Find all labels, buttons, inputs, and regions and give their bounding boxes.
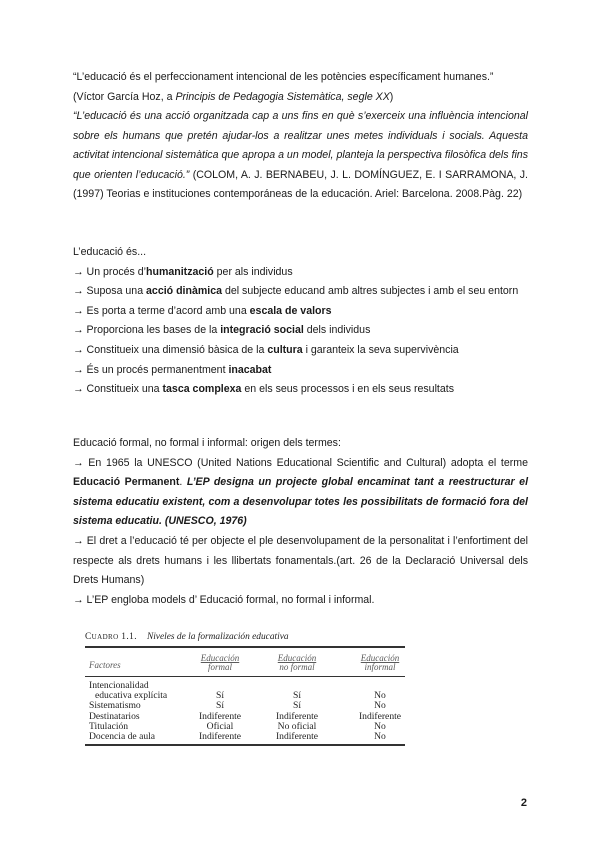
table-caption [85,632,405,646]
table-body [85,677,405,746]
formalization-table [85,632,405,746]
education-is-list [73,243,528,400]
list-item-keyword: integració social [220,324,304,337]
table-cell: Sí [215,690,224,702]
table-row [85,712,405,722]
row-label: Sistematismo [89,700,141,712]
table-row [85,732,405,742]
unesco-paragraph [73,454,528,532]
list-item [73,282,528,302]
list-item-text: → Constitueix una [73,383,163,396]
table-cell: No [374,730,386,742]
section-heading: Educació formal, no formal i informal: origen dels termes: [73,437,341,449]
quote-italic-text: “L’educació és una acció organitzada cap a uns fins en què s’exerceix una influència intencional sobre els humans que pretén ajudar-los a realitzar unes metes individuals i socials. Aquesta activitat intencional sistemàtica que apropa a un model, planteja la perspectiva filosòfica dels fins que orienten l’educació.” [73,110,528,181]
header-no-formal-line1: Educación [277,653,317,663]
right-to-education-paragraph: → El dret a l’educació té per objecte el ple desenvolupament de la personalitat i l’enfortiment del respecte als drets humans i les llibertats fonamentals.(art. 26 de la Declaració Universal dels Drets Humans) [73,534,528,587]
formal-education-section [73,434,528,610]
list-item-text: → Suposa una [73,285,147,298]
table-cell: No oficial [277,720,317,732]
row-label: Intencionalidad [89,680,149,691]
table-caption-title: Niveles de la formalización educativa [146,632,289,642]
header-no-formal [257,654,337,672]
unesco-definition: L’EP designa un projecte global encaminat tant a reestructurar el sistema educatiu existent, com a desenvolupar totes les possibilitats de formació fora del sistema educatiu. (UNESCO, 1976) [73,476,529,528]
list-item [73,321,528,341]
list-item-text: → Constitueix una dimensió bàsica de la [73,343,268,356]
table-cell: No [374,690,386,702]
list-item [73,380,528,400]
unesco-sep: . [179,476,187,489]
table-cell: Sí [215,700,224,712]
table-cell: Indiferente [358,710,402,722]
attribution-work: Principis de Pedagogia Sistemàtica, segle XX [175,90,390,103]
quote-colom [73,107,528,205]
table-cell: Sí [292,700,301,712]
table-cell: Indiferente [275,730,319,742]
list-item-rest: i garanteix la seva supervivència [302,343,459,356]
unesco-intro: → En 1965 la UNESCO (United Nations Educational Scientific and Cultural) adopta el terme [73,456,528,469]
list-item-rest: del subjecte educand amb altres subjectes i amb el seu entorn [222,285,519,298]
header-no-formal-line2: no formal [279,662,315,672]
list-item-keyword: escala de valors [249,304,332,317]
list-item-text: → Es porta a terme d’acord amb una [73,304,250,317]
list-item-keyword: humanització [146,265,214,278]
table-header [85,646,405,677]
list-item-text: → Un procés d’ [73,265,147,278]
quote-garcia-hoz [73,68,528,107]
quote-text: “L’educació és el perfeccionament intencional de les potències específicament humanes.” [73,71,494,83]
quote-attribution [73,88,528,108]
table-cell: Oficial [206,720,234,732]
table-caption-number: Cuadro 1.1. [85,632,137,642]
list-item-rest: per als individus [213,265,293,278]
row-label: Destinatarios [89,710,140,722]
list-item-keyword: inacabat [228,363,272,376]
header-factores: Factores [89,660,121,670]
list-item-keyword: acció dinàmica [146,285,222,298]
list-item-rest: dels individus [303,324,371,337]
list-item [73,302,528,322]
header-formal-line2: formal [207,662,232,672]
ep-models-paragraph: → L’EP engloba models d’ Educació formal, no formal i informal. [73,593,375,606]
header-formal [180,654,260,672]
list-item [73,341,528,361]
table-cell: Indiferente [275,710,319,722]
list-heading: L’educació és... [73,246,147,258]
table-cell: Indiferente [198,710,242,722]
list-item-rest: en els seus processos i en els seus resultats [241,383,455,396]
quote-paragraph [73,107,528,205]
header-informal-line1: Educación [360,653,400,663]
term-educacio-permanent: Educació Permanent [73,476,180,489]
table-cell: Sí [292,690,301,702]
list-item-keyword: cultura [267,343,303,356]
header-informal [340,654,420,672]
table-cell: No [374,720,386,732]
quote-citation: (COLOM, A. J. BERNABEU, J. L. DOMÍNGUEZ, E. I SARRAMONA, J. (1997) Teorias e instituciones contemporáneas de la educación. Ariel: Barcelona. 2008.Pàg. 22) [73,168,528,201]
list-item-text: → És un procés permanentment [73,363,229,376]
page-number: 2 [520,797,527,809]
list-items [73,263,528,400]
table-cell: No [374,700,386,712]
list-item [73,361,528,381]
list-item [73,263,528,283]
list-item-keyword: tasca complexa [162,383,242,396]
row-label: educativa explícita [95,690,168,702]
row-label: Titulación [89,720,129,732]
table-cell: Indiferente [198,730,242,742]
header-informal-line2: informal [364,662,396,672]
attribution-author: (Víctor García Hoz, a [73,90,176,103]
header-formal-line1: Educación [200,653,240,663]
attribution-close: ) [389,90,394,103]
list-item-text: → Proporciona les bases de la [73,324,221,337]
row-label: Docencia de aula [89,730,156,742]
